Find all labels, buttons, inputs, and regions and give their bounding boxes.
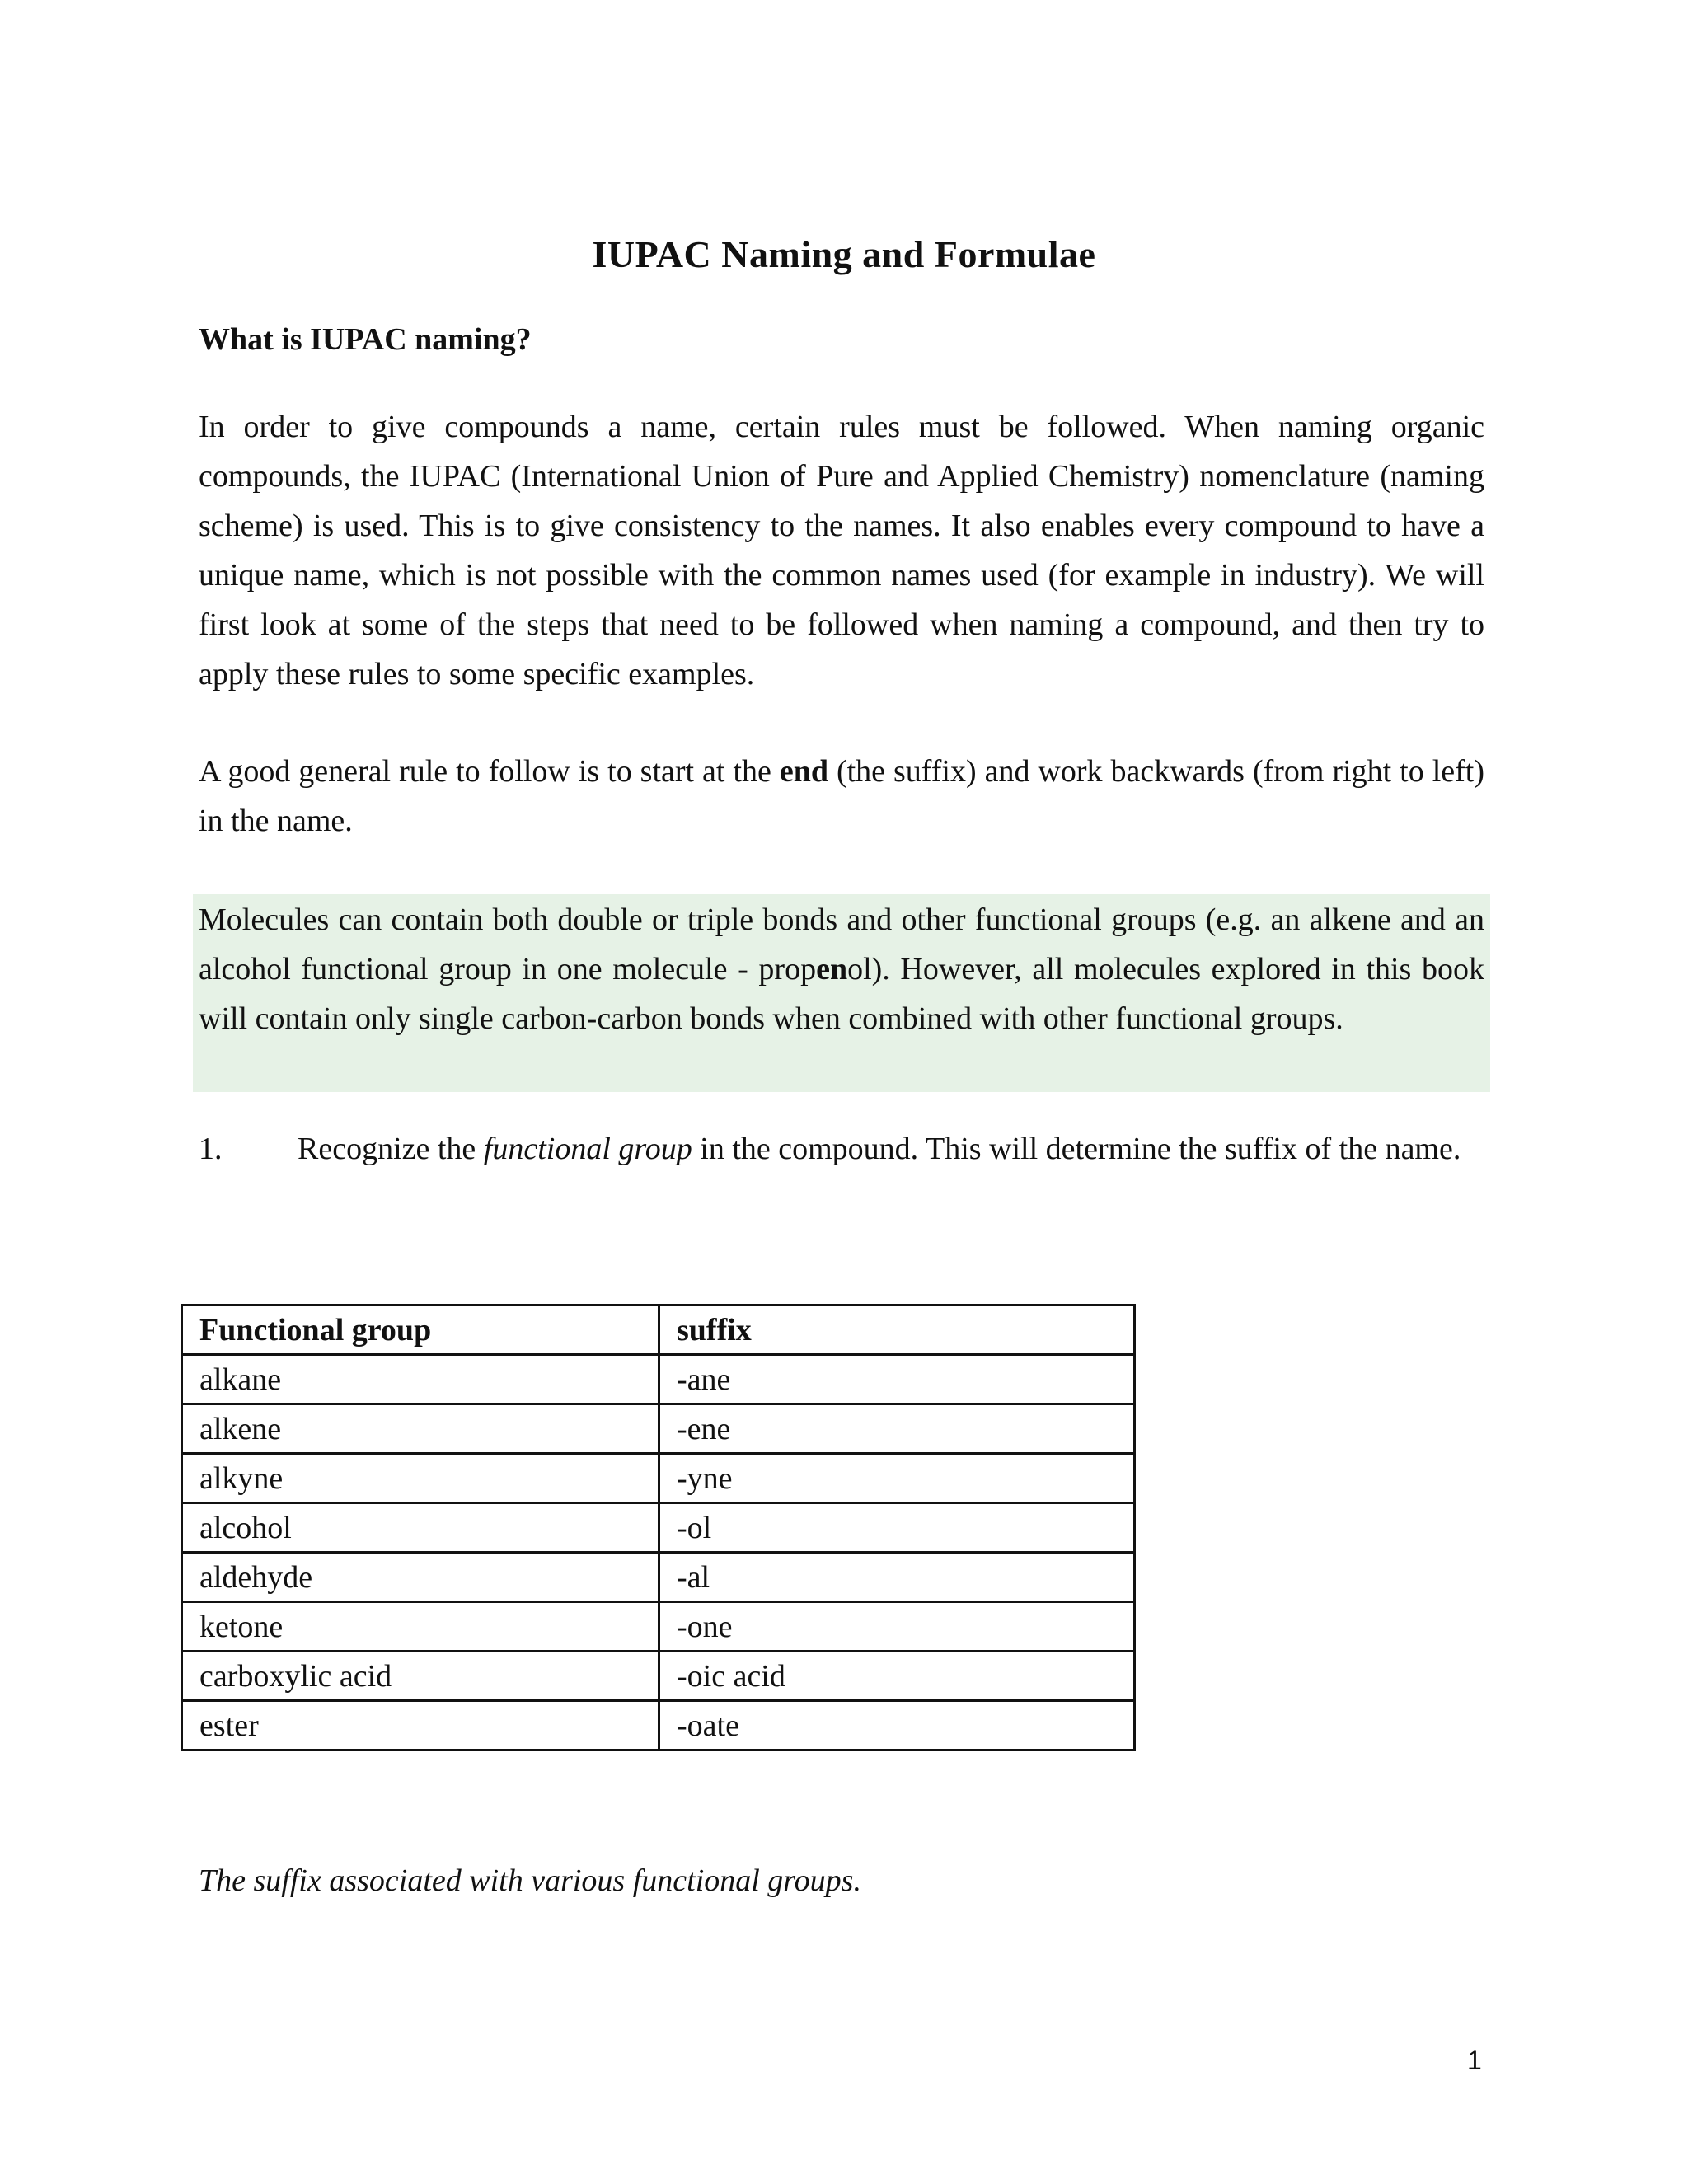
step-1	[199, 1124, 1484, 1174]
rule-text-bold: end	[779, 754, 828, 789]
table-cell: -ol	[659, 1503, 1135, 1553]
table-cell: alkene	[182, 1404, 659, 1454]
table-cell: -one	[659, 1602, 1135, 1652]
step-text-after: in the compound. This will determine the suffix of the name.	[692, 1132, 1461, 1166]
table-row	[182, 1701, 1135, 1750]
step-text-before: Recognize the	[298, 1132, 484, 1166]
table-cell: aldehyde	[182, 1553, 659, 1602]
table-caption: The suffix associated with various functional groups.	[199, 1863, 861, 1898]
table-cell: alkyne	[182, 1454, 659, 1503]
note-paragraph	[199, 895, 1484, 1043]
rule-text-after: (the suffix) and work backwards (from right to left) in the name.	[199, 754, 1484, 838]
note-text-before: Molecules can contain both double or triple bonds and other functional groups (e.g. an alkene and an alcohol functional group in one molecule - prop	[199, 902, 1484, 987]
step-text-italic: functional group	[483, 1132, 692, 1166]
table-cell: -yne	[659, 1454, 1135, 1503]
table-cell: ketone	[182, 1602, 659, 1652]
table-cell: -al	[659, 1553, 1135, 1602]
note-text-bold: en	[816, 952, 848, 987]
note-text-after: ol). However, all molecules explored in this book will contain only single carbon-carbon bonds when combined with other functional groups.	[199, 952, 1484, 1036]
section-heading: What is IUPAC naming?	[199, 322, 532, 357]
page-title: IUPAC Naming and Formulae	[592, 233, 1096, 275]
functional-group-table	[181, 1304, 1136, 1751]
table-cell: -oate	[659, 1701, 1135, 1750]
table-header-cell: Functional group	[182, 1305, 659, 1355]
table-row	[182, 1454, 1135, 1503]
table-row	[182, 1355, 1135, 1404]
step-number: 1.	[199, 1132, 223, 1166]
table-cell: ester	[182, 1701, 659, 1750]
table-cell: -ane	[659, 1355, 1135, 1404]
table-cell: -ene	[659, 1404, 1135, 1454]
table-row	[182, 1503, 1135, 1553]
table-cell: alkane	[182, 1355, 659, 1404]
table-header-cell: suffix	[659, 1305, 1135, 1355]
intro-paragraph: In order to give compounds a name, certain rules must be followed. When naming organic compounds, the IUPAC (International Union of Pure and Applied Chemistry) nomenclature (naming scheme) is used. This is to give consistency to the names. It also enables every compound to have a unique name, which is not possible with the common names used (for example in industry). We will first look at some of the steps that need to be followed when naming a compound, and then try to apply these rules to some specific examples.	[199, 410, 1484, 691]
page-number: 1	[1467, 2046, 1482, 2075]
rule-paragraph	[199, 747, 1484, 846]
table-row	[182, 1404, 1135, 1454]
table-row	[182, 1652, 1135, 1701]
table-row	[182, 1553, 1135, 1602]
table-row	[182, 1602, 1135, 1652]
rule-text-before: A good general rule to follow is to start at the	[199, 754, 780, 789]
table-cell: -oic acid	[659, 1652, 1135, 1701]
table-cell: carboxylic acid	[182, 1652, 659, 1701]
table-cell: alcohol	[182, 1503, 659, 1553]
table-header-row	[182, 1305, 1135, 1355]
